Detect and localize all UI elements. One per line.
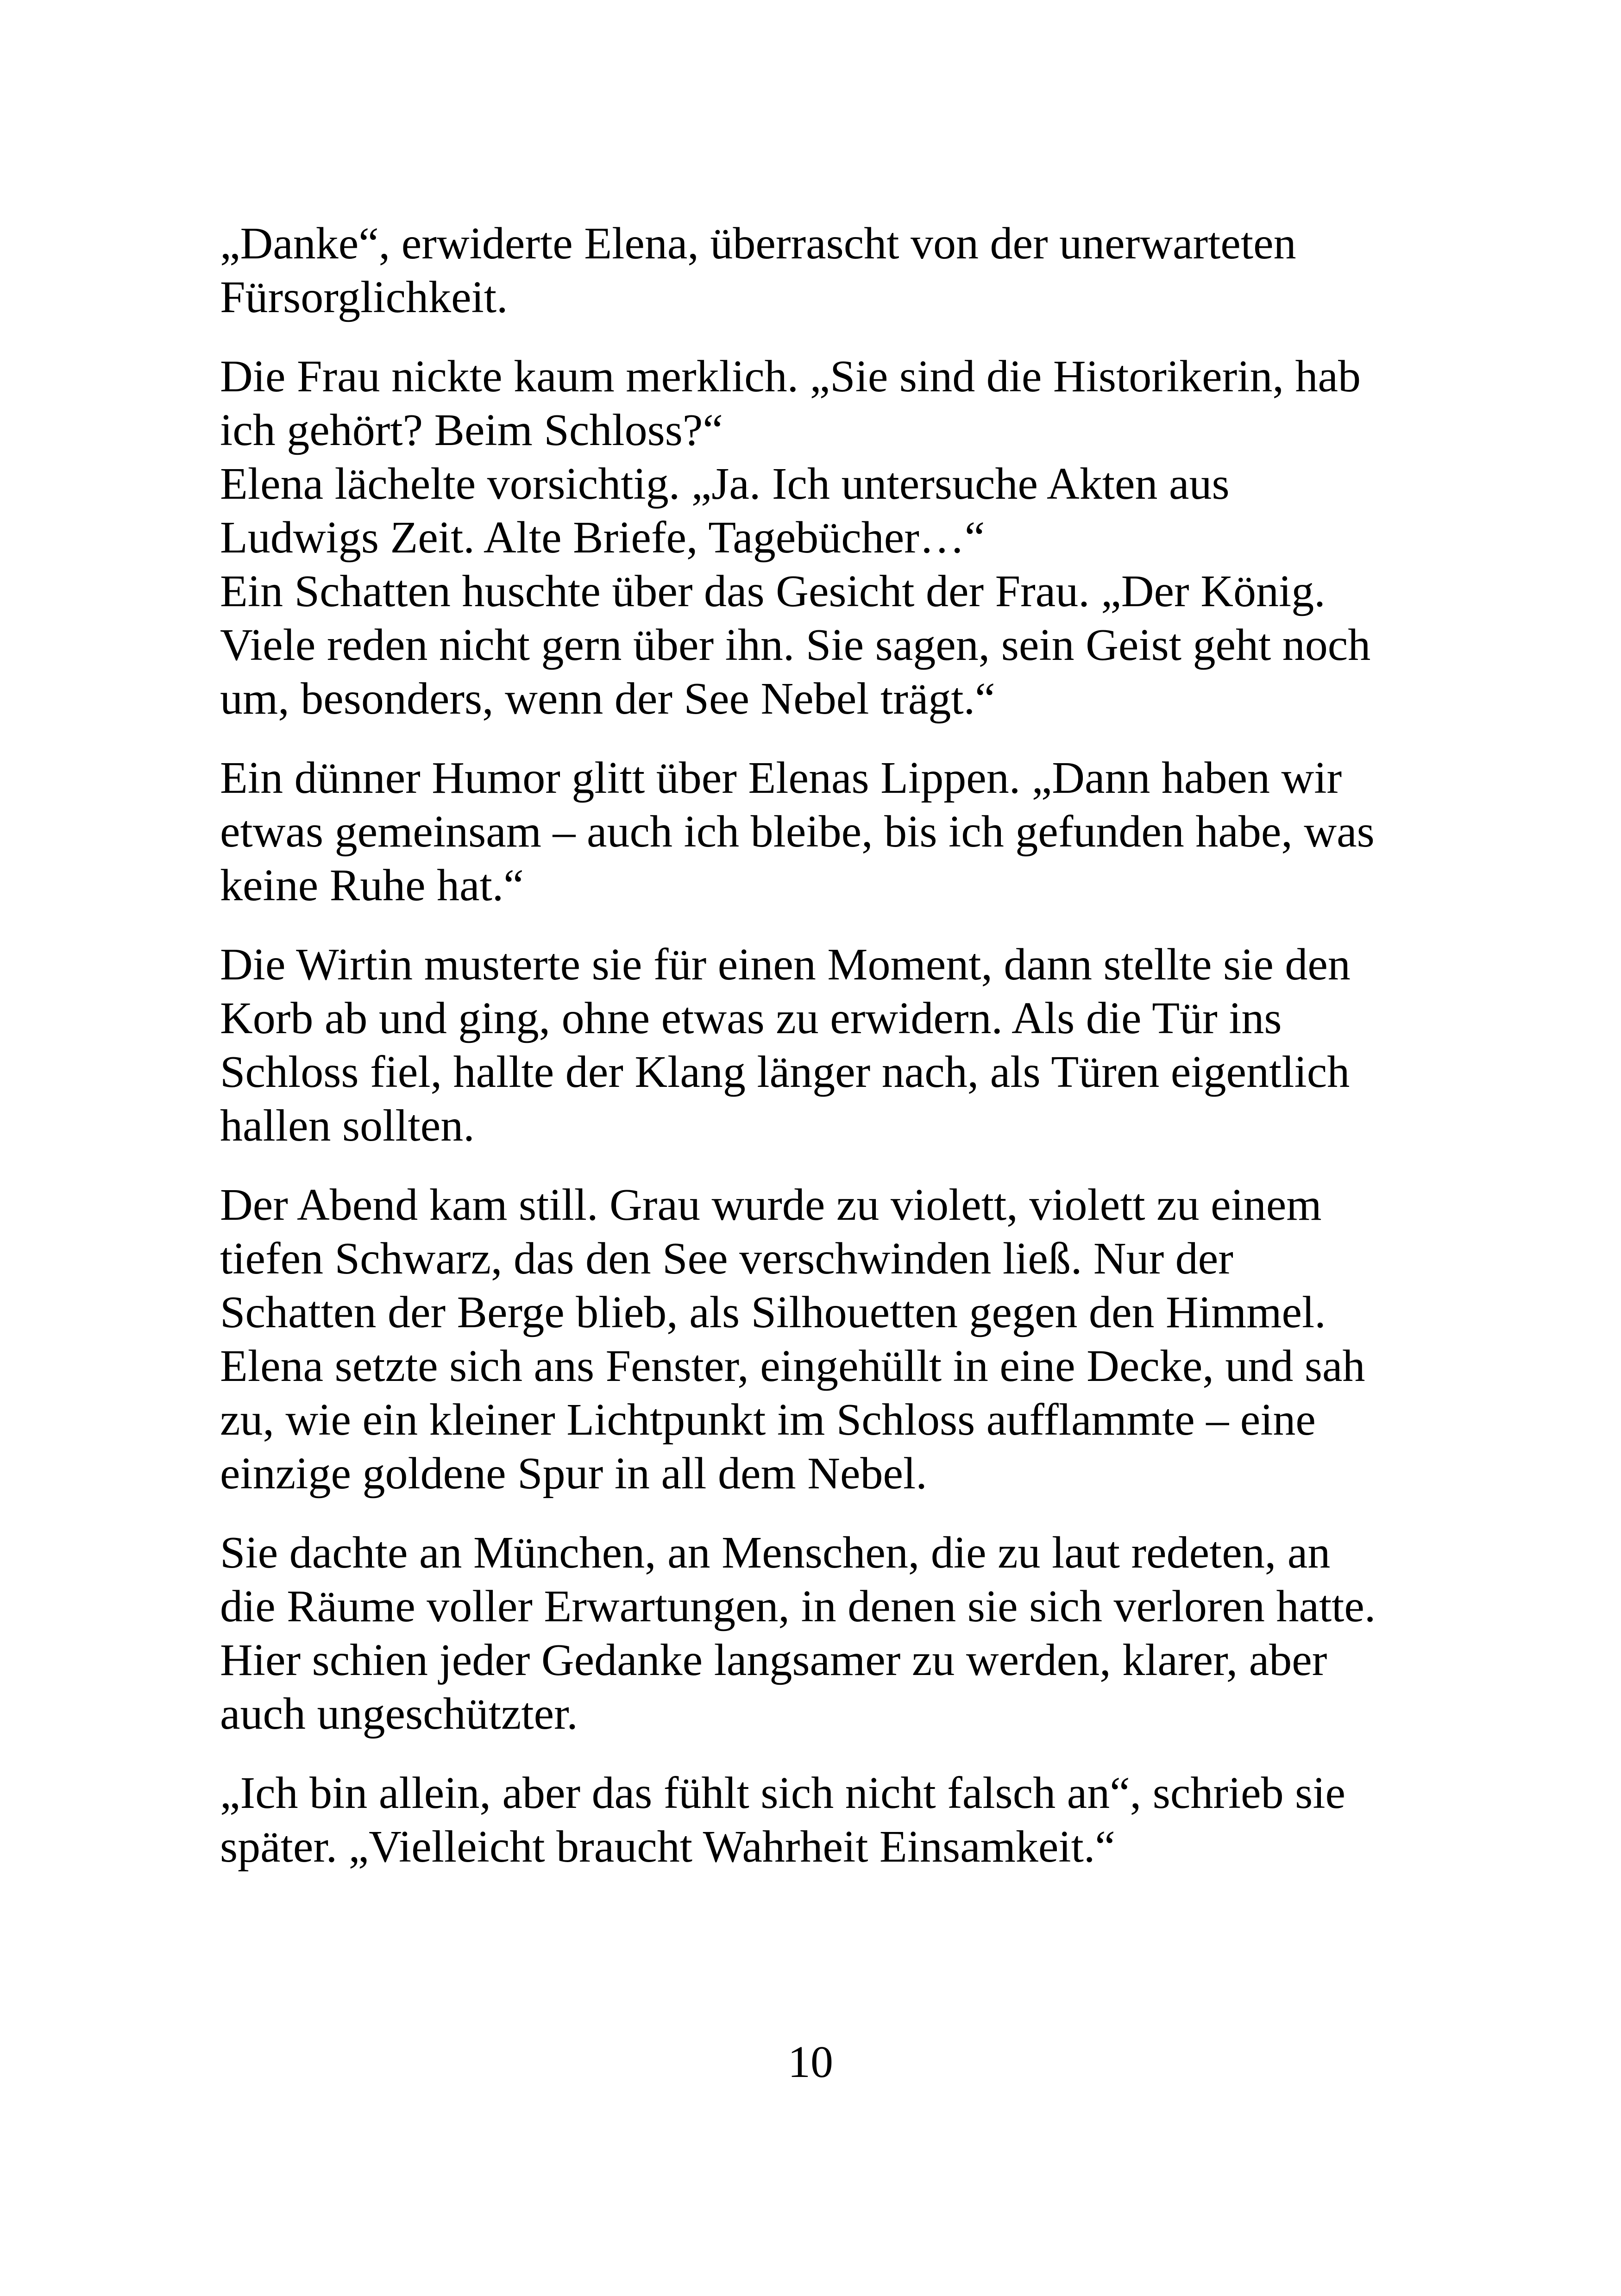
text-line: Ein Schatten huschte über das Gesicht der Frau. „Der König. [220,566,1326,616]
paragraph-4 [220,565,1429,726]
paragraph-2 [220,350,1429,457]
paragraph-3 [220,457,1429,565]
paragraph-9 [220,1766,1429,1874]
paragraph-1 [220,217,1429,324]
text-line: keine Ruhe hat.“ [220,860,524,910]
text-line: Viele reden nicht gern über ihn. Sie sagen, sein Geist geht noch [220,620,1371,670]
text-line: um, besonders, wenn der See Nebel trägt.“ [220,674,995,724]
text-line: Ludwigs Zeit. Alte Briefe, Tagebücher…“ [220,513,985,563]
text-line: Schloss fiel, hallte der Klang länger nach, als Türen eigentlich [220,1047,1350,1097]
text-line: zu, wie ein kleiner Lichtpunkt im Schloss aufflammte – eine [220,1395,1316,1445]
text-line: etwas gemeinsam – auch ich bleibe, bis ich gefunden habe, was [220,807,1375,857]
paragraph-5 [220,751,1429,912]
text-line: Elena lächelte vorsichtig. „Ja. Ich untersuche Akten aus [220,459,1230,509]
text-line: Ein dünner Humor glitt über Elenas Lippen. „Dann haben wir [220,753,1342,803]
text-line: Der Abend kam still. Grau wurde zu violett, violett zu einem [220,1180,1322,1230]
text-line: hallen sollten. [220,1101,475,1151]
paragraph-8 [220,1526,1429,1741]
text-line: Hier schien jeder Gedanke langsamer zu werden, klarer, aber [220,1635,1327,1685]
paragraph-7 [220,1178,1429,1500]
text-line: Sie dachte an München, an Menschen, die zu laut redeten, an [220,1528,1331,1578]
text-line: die Räume voller Erwartungen, in denen sie sich verloren hatte. [220,1581,1376,1631]
text-line: tiefen Schwarz, das den See verschwinden ließ. Nur der [220,1234,1233,1284]
text-line: Elena setzte sich ans Fenster, eingehüllt in eine Decke, und sah [220,1341,1365,1391]
text-line: „Ich bin allein, aber das fühlt sich nicht falsch an“, schrieb sie [220,1768,1346,1818]
text-body [220,217,1429,1899]
paragraph-6 [220,938,1429,1153]
page-number: 10 [788,2037,833,2087]
text-line: „Danke“, erwiderte Elena, überrascht von der unerwarteten [220,219,1296,269]
text-line: einzige goldene Spur in all dem Nebel. [220,1449,927,1499]
text-line: Fürsorglichkeit. [220,272,508,322]
text-line: ich gehört? Beim Schloss?“ [220,405,723,455]
text-line: auch ungeschützter. [220,1689,578,1739]
text-line: später. „Vielleicht braucht Wahrheit Einsamkeit.“ [220,1822,1115,1872]
text-line: Schatten der Berge blieb, als Silhouetten gegen den Himmel. [220,1287,1326,1337]
text-line: Die Frau nickte kaum merklich. „Sie sind die Historikerin, hab [220,351,1361,401]
text-line: Korb ab und ging, ohne etwas zu erwidern. Als die Tür ins [220,993,1282,1043]
text-line: Die Wirtin musterte sie für einen Moment, dann stellte sie den [220,940,1351,990]
